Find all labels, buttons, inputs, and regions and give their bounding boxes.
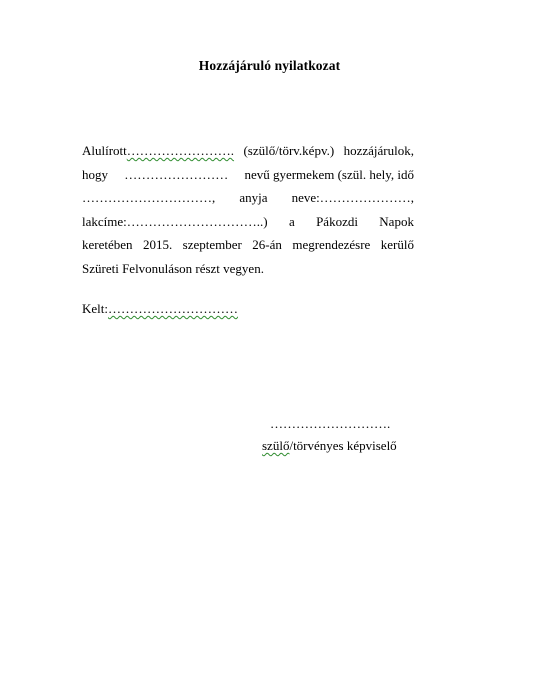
name-blank: ……………………. bbox=[126, 143, 235, 158]
paragraph-line-3 bbox=[82, 186, 414, 210]
text-fragment: a bbox=[288, 213, 295, 229]
text-fragment: hozzájárulok, bbox=[343, 143, 414, 158]
text-fragment: szeptember bbox=[182, 237, 242, 253]
signature-label-part: szülő bbox=[262, 438, 290, 453]
text-fragment: Napok bbox=[379, 213, 414, 229]
signature-label bbox=[262, 438, 422, 454]
paragraph-line-5 bbox=[82, 233, 414, 257]
signature-block bbox=[262, 416, 422, 454]
paragraph-line-1 bbox=[82, 139, 414, 163]
document-title: Hozzájáruló nyilatkozat bbox=[198, 58, 341, 73]
paragraph-line-2 bbox=[82, 163, 414, 187]
kelt-label: Kelt: bbox=[82, 301, 108, 316]
date-place-field bbox=[82, 301, 238, 317]
line-text bbox=[82, 139, 234, 163]
child-name-blank: …………………… bbox=[124, 166, 229, 182]
text-fragment: Alulírott bbox=[82, 143, 127, 158]
text-fragment: (szülő/törv.képv.) bbox=[243, 143, 335, 158]
paragraph-line-4 bbox=[82, 210, 414, 234]
text-fragment: Pákozdi bbox=[316, 213, 358, 229]
signature-label-part: /törvényes képviselő bbox=[289, 438, 397, 453]
text-fragment: 26-án bbox=[252, 237, 282, 253]
declaration-paragraph bbox=[82, 139, 414, 281]
text-fragment: Szüreti Felvonuláson részt vegyen. bbox=[82, 260, 264, 276]
address-blank: lakcíme:…………………………..) bbox=[82, 213, 268, 229]
text-fragment: nevű gyermekem (szül. hely, idő bbox=[244, 166, 414, 182]
text-fragment: megrendezésre bbox=[292, 237, 371, 253]
paragraph-line-6 bbox=[82, 257, 414, 281]
text-fragment: kerülő bbox=[380, 237, 414, 253]
text-fragment: keretében bbox=[82, 237, 133, 253]
text-fragment: 2015. bbox=[142, 237, 173, 253]
birth-blank: …………………………, bbox=[82, 190, 216, 206]
kelt-blank: ………………………… bbox=[108, 301, 238, 316]
text-fragment: hogy bbox=[82, 166, 108, 182]
signature-line: ………………………. bbox=[270, 416, 391, 431]
text-fragment: anyja bbox=[239, 190, 268, 206]
text-fragment: neve:…………………, bbox=[291, 190, 414, 206]
